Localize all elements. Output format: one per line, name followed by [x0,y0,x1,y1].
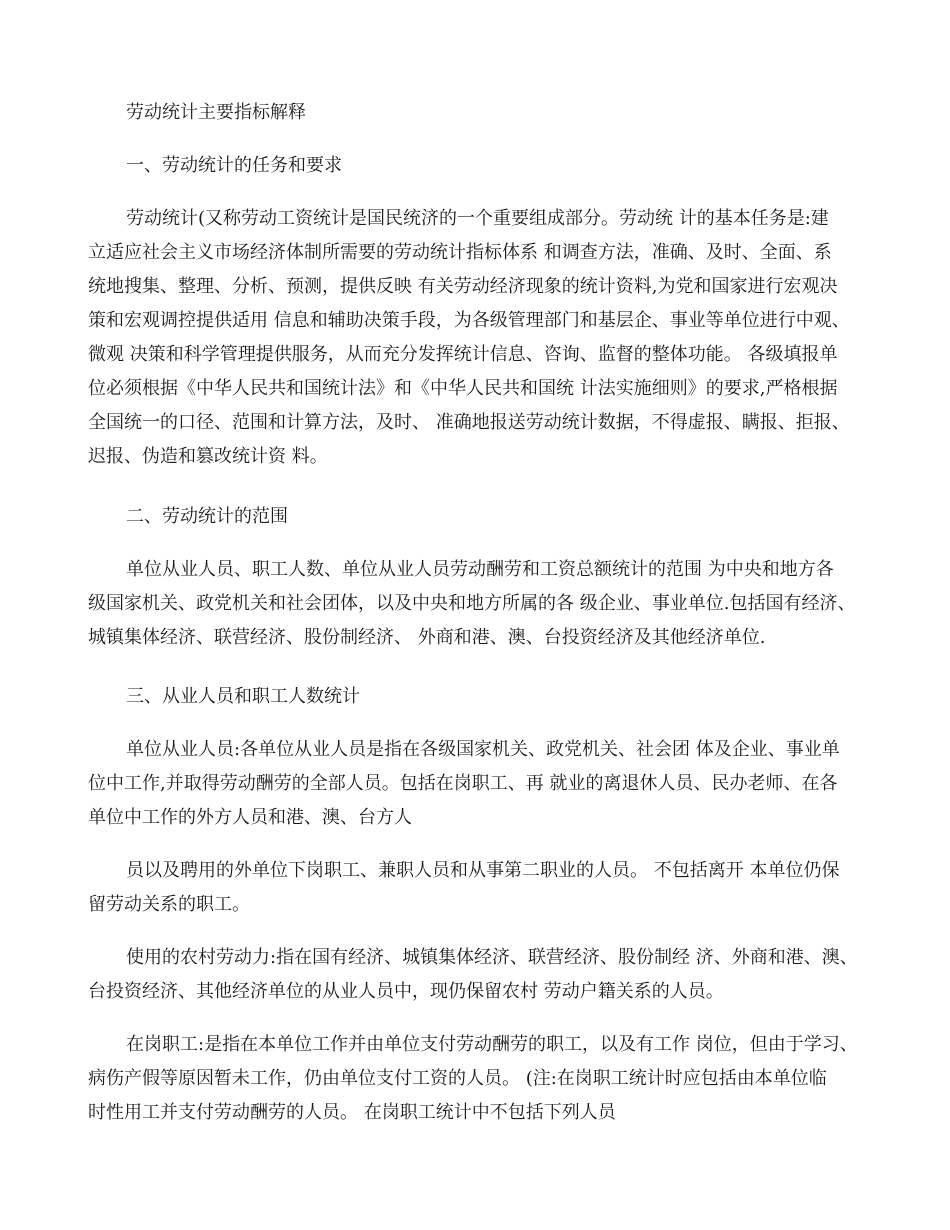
section-3-para-4-line-1: 在岗职工:是指在本单位工作并由单位支付劳动酬劳的职工，以及有工作 岗位，但由于学习、 [126,1034,858,1055]
section-1-heading: 一、劳动统计的任务和要求 [126,155,342,176]
section-3-para-3-line-2: 台投资经济、其他经济单位的从业人员中，现仍保留农村 劳动户籍关系的人员。 [88,981,724,1002]
section-3-para-2-line-2: 留劳动关系的职工。 [88,894,250,915]
section-1-line-3: 统地搜集、整理、分析、预测，提供反映 有关劳动经济现象的统计资料,为党和国家进行宏观决 [88,276,838,297]
section-2-heading: 二、劳动统计的范围 [126,506,288,527]
section-1-line-2: 立适应社会主义市场经济体制所需要的劳动统计指标体系 和调查方法，准确、及时、全面、系 [88,242,832,263]
section-3-para-4-line-3: 时性用工并支付劳动酬劳的人员。 在岗职工统计中不包括下列人员 [88,1102,616,1123]
document-title: 劳动统计主要指标解释 [126,102,306,123]
section-2-line-2: 级国家机关、政党机关和社会团体，以及中央和地方所属的各 级企业、事业单位.包括国有经济、 [88,593,856,614]
section-3-para-1-line-1: 单位从业人员:各单位从业人员是指在各级国家机关、政党机关、社会团 体及企业、事业单 [126,739,840,760]
section-3-para-1-line-2: 位中工作,并取得劳动酬劳的全部人员。包括在岗职工、再 就业的离退休人员、民办老师、在各 [88,773,838,794]
section-1-line-5: 微观 决策和科学管理提供服务，从而充分发挥统计信息、咨询、监督的整体功能。 各级填报单 [88,344,838,365]
section-1-line-7: 全国统一的口径、范围和计算方法，及时、 准确地报送劳动统计数据，不得虚报、瞒报、拒报、 [88,412,850,433]
section-1-line-8: 迟报、伪造和篡改统计资 料。 [88,446,328,467]
section-1-line-1: 劳动统计(又称劳动工资统计是国民统济的一个重要组成部分。劳动统 计的基本任务是:建 [126,208,829,229]
section-3-para-2-line-1: 员以及聘用的外单位下岗职工、兼职人员和从事第二职业的人员。 不包括离开 本单位仍保 [126,860,840,881]
section-3-para-3-line-1: 使用的农村劳动力:指在国有经济、城镇集体经济、联营经济、股份制经 济、外商和港、澳、 [126,947,858,968]
section-3-para-4-line-2: 病伤产假等原因暂未工作，仍由单位支付工资的人员。 (注:在岗职工统计时应包括由本单位临 [88,1068,827,1089]
section-2-line-1: 单位从业人员、职工人数、单位从业人员劳动酬劳和工资总额统计的范围 为中央和地方各 [126,559,834,580]
section-3-heading: 三、从业人员和职工人数统计 [126,686,360,707]
section-3-para-1-line-3: 单位中工作的外方人员和港、澳、台方人 [88,807,412,828]
section-1-line-4: 策和宏观调控提供适用 信息和辅助决策手段，为各级管理部门和基层企、事业等单位进行中观、 [88,310,850,331]
section-2-line-3: 城镇集体经济、联营经济、股份制经济、 外商和港、澳、台投资经济及其他经济单位. [88,627,766,648]
section-1-line-6: 位必须根据《中华人民共和国统计法》和《中华人民共和国统 计法实施细则》的要求,严格根据 [88,378,838,399]
